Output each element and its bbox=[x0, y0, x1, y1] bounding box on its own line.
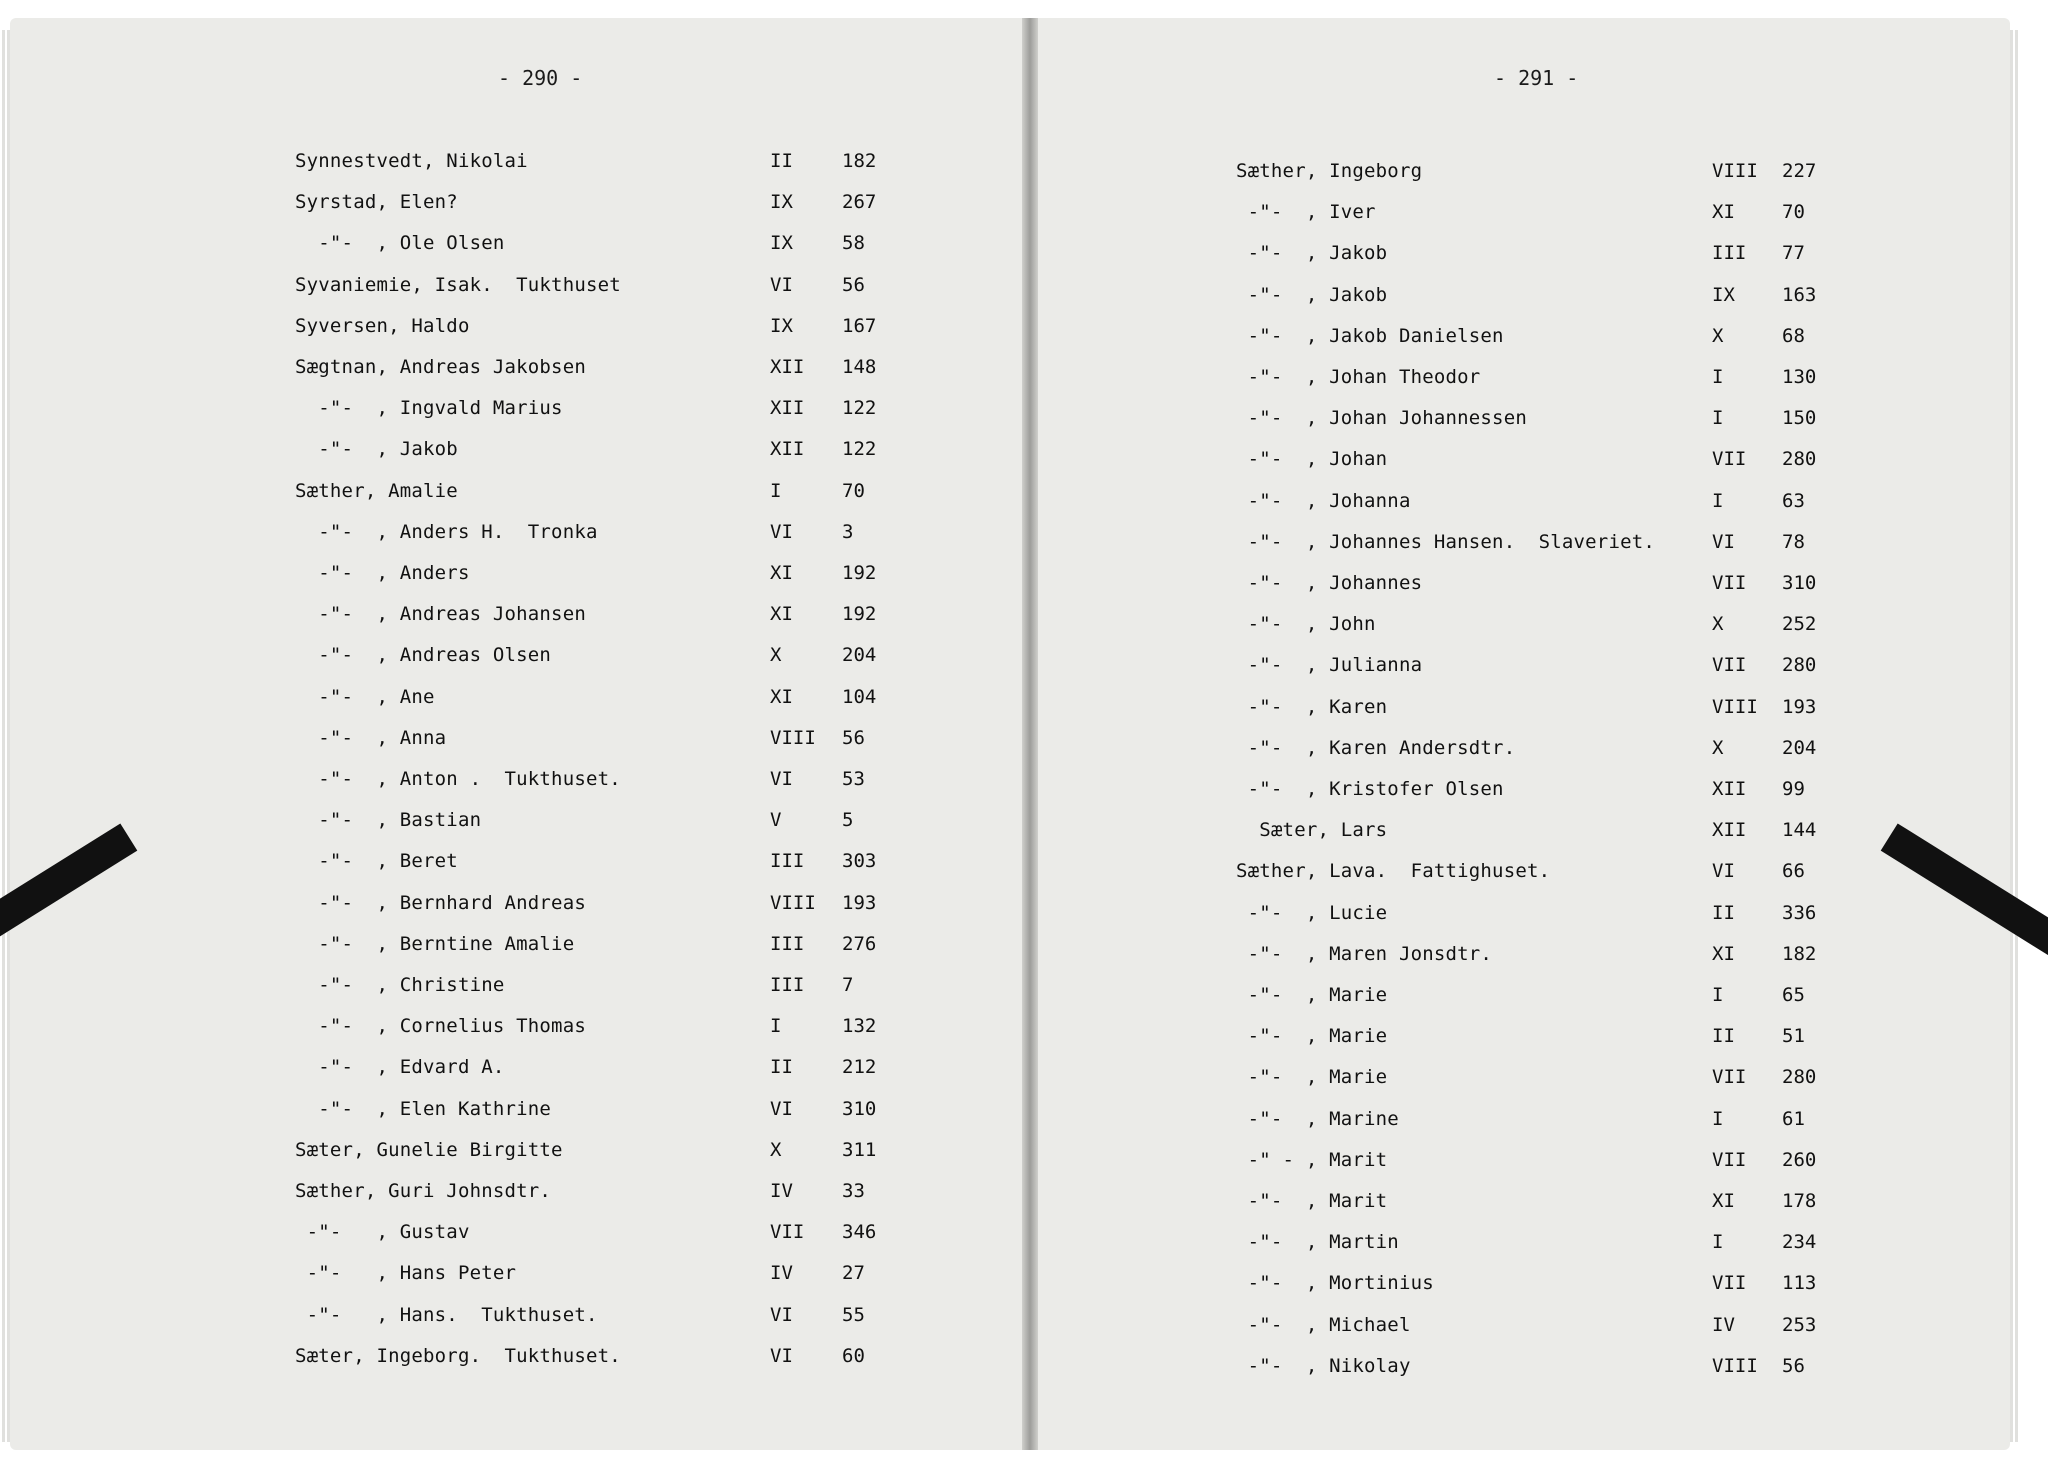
entry-page: 227 bbox=[1782, 160, 1817, 182]
entry-volume: II bbox=[1712, 1025, 1735, 1048]
entry-name: -"- , John bbox=[1236, 613, 1376, 636]
entry-name: Synnestvedt, Nikolai bbox=[295, 150, 528, 172]
entry-name: -"- , Ane bbox=[295, 685, 435, 708]
entry-page: 53 bbox=[842, 768, 865, 790]
entry-page: 311 bbox=[842, 1138, 877, 1161]
entry-name: -"- , Berntine Amalie bbox=[295, 932, 575, 955]
entry-page: 132 bbox=[842, 1015, 877, 1038]
entry-page: 276 bbox=[842, 932, 877, 955]
entry-name: -"- , Andreas Johansen bbox=[295, 603, 586, 626]
entry-page: 66 bbox=[1782, 860, 1805, 883]
entry-volume: XI bbox=[770, 562, 793, 584]
entry-page: 70 bbox=[1782, 201, 1805, 224]
entry-page: 130 bbox=[1782, 366, 1817, 388]
entry-name: -"- , Mortinius bbox=[1236, 1272, 1434, 1295]
entry-volume: I bbox=[1712, 984, 1724, 1006]
entry-page: 144 bbox=[1782, 819, 1817, 842]
entry-volume: VIII bbox=[770, 726, 816, 749]
entry-volume: VI bbox=[770, 768, 793, 790]
entry-name: -"- , Lucie bbox=[1236, 901, 1388, 924]
entry-volume: VI bbox=[770, 1097, 793, 1120]
entry-volume: IX bbox=[770, 232, 793, 255]
entry-name: -"- , Anton . Tukthuset. bbox=[295, 768, 621, 790]
entry-volume: VI bbox=[1712, 860, 1735, 883]
entry-volume: I bbox=[770, 1015, 782, 1038]
entry-name: -"- , Jakob bbox=[1236, 242, 1388, 265]
entry-name: -"- , Elen Kathrine bbox=[295, 1097, 552, 1120]
entry-page: 58 bbox=[842, 232, 865, 255]
entry-name: -" - , Marit bbox=[1236, 1148, 1388, 1171]
entry-name: Syversen, Haldo bbox=[295, 314, 470, 337]
entry-volume: XII bbox=[770, 397, 805, 420]
entry-volume: VII bbox=[1712, 654, 1747, 677]
entry-volume: I bbox=[1712, 407, 1724, 430]
entry-name: Sæther, Amalie bbox=[295, 479, 458, 502]
entry-page: 336 bbox=[1782, 901, 1817, 924]
entry-name: -"- , Ingvald Marius bbox=[295, 397, 563, 420]
entry-page: 122 bbox=[842, 397, 877, 420]
entry-page: 150 bbox=[1782, 407, 1817, 430]
entry-page: 267 bbox=[842, 191, 877, 214]
entry-name: -"- , Hans. Tukthuset. bbox=[295, 1303, 598, 1326]
entry-volume: VI bbox=[770, 520, 793, 543]
entry-page: 167 bbox=[842, 314, 877, 337]
entry-name: -"- , Cornelius Thomas bbox=[295, 1015, 586, 1038]
entry-volume: III bbox=[770, 974, 805, 996]
entry-name: -"- , Michael bbox=[1236, 1313, 1411, 1336]
entry-volume: I bbox=[1712, 1107, 1724, 1130]
entry-page: 234 bbox=[1782, 1231, 1817, 1254]
entry-page: 212 bbox=[842, 1056, 877, 1079]
entry-name: -"- , Johannes bbox=[1236, 572, 1423, 594]
entry-page: 193 bbox=[842, 891, 877, 914]
entry-name: -"- , Johan Theodor bbox=[1236, 366, 1481, 388]
entry-name: -"- , Bastian bbox=[295, 809, 482, 832]
entry-name: -"- , Iver bbox=[1236, 201, 1376, 224]
entry-volume: XI bbox=[1712, 1190, 1735, 1212]
entry-name: -"- , Marit bbox=[1236, 1190, 1388, 1212]
entry-name: -"- , Nikolay bbox=[1236, 1354, 1411, 1377]
entry-name: -"- , Johanna bbox=[1236, 489, 1411, 512]
entry-page: 70 bbox=[842, 479, 865, 502]
entry-page: 99 bbox=[1782, 778, 1805, 800]
entry-volume: VIII bbox=[1712, 160, 1758, 182]
entry-volume: VI bbox=[770, 1344, 793, 1367]
right-page-number: - 291 - bbox=[1494, 66, 1579, 90]
entry-volume: XII bbox=[770, 438, 805, 461]
entry-page: 3 bbox=[842, 520, 854, 543]
entry-volume: XI bbox=[770, 685, 793, 708]
entry-name: -"- , Ole Olsen bbox=[295, 232, 505, 255]
entry-name: -"- , Jakob bbox=[295, 438, 458, 461]
entry-page: 346 bbox=[842, 1221, 877, 1244]
entry-volume: VI bbox=[770, 1303, 793, 1326]
entry-name: -"- , Johannes Hansen. Slaveriet. bbox=[1236, 530, 1656, 553]
entry-name: Sæther, Ingeborg bbox=[1236, 160, 1423, 182]
entry-name: -"- , Marie bbox=[1236, 1066, 1388, 1089]
entry-name: -"- , Gustav bbox=[295, 1221, 470, 1244]
entry-name: -"- , Maren Jonsdtr. bbox=[1236, 942, 1493, 965]
entry-name: -"- , Anna bbox=[295, 726, 447, 749]
entry-page: 310 bbox=[1782, 572, 1817, 594]
entry-name: -"- , Julianna bbox=[1236, 654, 1423, 677]
entry-page: 55 bbox=[842, 1303, 865, 1326]
entry-page: 280 bbox=[1782, 654, 1817, 677]
entry-volume: IX bbox=[770, 314, 793, 337]
entry-volume: XI bbox=[1712, 942, 1735, 965]
entry-name: -"- , Bernhard Andreas bbox=[295, 891, 586, 914]
right-page bbox=[1030, 18, 2010, 1450]
entry-name: Sæter, Gunelie Birgitte bbox=[295, 1138, 563, 1161]
entry-page: 5 bbox=[842, 809, 854, 832]
entry-page: 51 bbox=[1782, 1025, 1805, 1048]
entry-volume: VII bbox=[1712, 1272, 1747, 1295]
entry-name: -"- , Anders bbox=[295, 562, 470, 584]
entry-page: 260 bbox=[1782, 1148, 1817, 1171]
entry-volume: VII bbox=[770, 1221, 805, 1244]
entry-volume: X bbox=[770, 1138, 782, 1161]
entry-name: -"- , Edvard A. bbox=[295, 1056, 505, 1079]
entry-volume: XI bbox=[1712, 201, 1735, 224]
entry-page: 252 bbox=[1782, 613, 1817, 636]
entry-name: -"- , Johan bbox=[1236, 448, 1388, 471]
entry-volume: I bbox=[1712, 489, 1724, 512]
entry-volume: I bbox=[1712, 1231, 1724, 1254]
entry-page: 192 bbox=[842, 562, 877, 584]
entry-name: -"- , Martin bbox=[1236, 1231, 1399, 1254]
entry-volume: X bbox=[770, 644, 782, 667]
entry-page: 63 bbox=[1782, 489, 1805, 512]
entry-page: 178 bbox=[1782, 1190, 1817, 1212]
entry-page: 192 bbox=[842, 603, 877, 626]
entry-page: 7 bbox=[842, 974, 854, 996]
entry-volume: VII bbox=[1712, 1148, 1747, 1171]
entry-page: 56 bbox=[842, 273, 865, 296]
entry-name: Sægtnan, Andreas Jakobsen bbox=[295, 356, 586, 378]
entry-page: 280 bbox=[1782, 1066, 1817, 1089]
entry-name: Sæter, Lars bbox=[1236, 819, 1388, 842]
entry-volume: III bbox=[1712, 242, 1747, 265]
entry-name: Sæther, Lava. Fattighuset. bbox=[1236, 860, 1551, 883]
entry-page: 310 bbox=[842, 1097, 877, 1120]
entry-page: 204 bbox=[1782, 736, 1817, 759]
entry-name: -"- , Jakob Danielsen bbox=[1236, 324, 1504, 347]
entry-volume: IV bbox=[770, 1180, 793, 1202]
entry-page: 27 bbox=[842, 1262, 865, 1285]
entry-name: -"- , Anders H. Tronka bbox=[295, 520, 598, 543]
entry-volume: VI bbox=[770, 273, 793, 296]
entry-volume: III bbox=[770, 850, 805, 873]
entry-page: 56 bbox=[1782, 1354, 1805, 1377]
entry-volume: VIII bbox=[1712, 1354, 1758, 1377]
entry-page: 68 bbox=[1782, 324, 1805, 347]
entry-name: -"- , Kristofer Olsen bbox=[1236, 778, 1504, 800]
entry-name: -"- , Hans Peter bbox=[295, 1262, 517, 1285]
book-gutter bbox=[1022, 18, 1038, 1450]
entry-page: 104 bbox=[842, 685, 877, 708]
entry-volume: IX bbox=[1712, 283, 1735, 306]
entry-page: 193 bbox=[1782, 695, 1817, 718]
entry-volume: II bbox=[770, 1056, 793, 1079]
entry-page: 182 bbox=[842, 150, 877, 172]
entry-name: Sæther, Guri Johnsdtr. bbox=[295, 1180, 552, 1202]
entry-name: Syvaniemie, Isak. Tukthuset bbox=[295, 273, 621, 296]
entry-page: 253 bbox=[1782, 1313, 1817, 1336]
entry-volume: VIII bbox=[1712, 695, 1758, 718]
entry-name: -"- , Karen bbox=[1236, 695, 1388, 718]
left-page-number: - 290 - bbox=[498, 66, 583, 90]
entry-volume: V bbox=[770, 809, 782, 832]
entry-volume: VI bbox=[1712, 530, 1735, 553]
entry-volume: X bbox=[1712, 736, 1724, 759]
entry-page: 60 bbox=[842, 1344, 865, 1367]
entry-page: 182 bbox=[1782, 942, 1817, 965]
entry-page: 61 bbox=[1782, 1107, 1805, 1130]
entry-name: -"- , Johan Johannessen bbox=[1236, 407, 1527, 430]
entry-page: 77 bbox=[1782, 242, 1805, 265]
entry-name: Syrstad, Elen? bbox=[295, 191, 458, 214]
entry-volume: VII bbox=[1712, 1066, 1747, 1089]
entry-page: 280 bbox=[1782, 448, 1817, 471]
entry-page: 163 bbox=[1782, 283, 1817, 306]
entry-page: 303 bbox=[842, 850, 877, 873]
entry-volume: II bbox=[1712, 901, 1735, 924]
entry-volume: X bbox=[1712, 324, 1724, 347]
entry-volume: VII bbox=[1712, 448, 1747, 471]
entry-volume: IX bbox=[770, 191, 793, 214]
entry-volume: IV bbox=[770, 1262, 793, 1285]
entry-volume: VIII bbox=[770, 891, 816, 914]
entry-page: 122 bbox=[842, 438, 877, 461]
entry-volume: III bbox=[770, 932, 805, 955]
entry-name: -"- , Marie bbox=[1236, 1025, 1388, 1048]
entry-volume: II bbox=[770, 150, 793, 172]
entry-page: 204 bbox=[842, 644, 877, 667]
entry-page: 65 bbox=[1782, 984, 1805, 1006]
entry-name: -"- , Beret bbox=[295, 850, 458, 873]
entry-page: 113 bbox=[1782, 1272, 1817, 1295]
entry-page: 33 bbox=[842, 1180, 865, 1202]
entry-volume: IV bbox=[1712, 1313, 1735, 1336]
entry-page: 148 bbox=[842, 356, 877, 378]
entry-volume: XII bbox=[770, 356, 805, 378]
entry-name: -"- , Christine bbox=[295, 974, 505, 996]
entry-volume: I bbox=[1712, 366, 1724, 388]
entry-volume: VII bbox=[1712, 572, 1747, 594]
entry-page: 56 bbox=[842, 726, 865, 749]
entry-volume: I bbox=[770, 479, 782, 502]
entry-name: -"- , Marie bbox=[1236, 984, 1388, 1006]
entry-volume: X bbox=[1712, 613, 1724, 636]
entry-volume: XII bbox=[1712, 819, 1747, 842]
entry-volume: XI bbox=[770, 603, 793, 626]
entry-name: -"- , Jakob bbox=[1236, 283, 1388, 306]
entry-name: Sæter, Ingeborg. Tukthuset. bbox=[295, 1344, 621, 1367]
entry-name: -"- , Karen Andersdtr. bbox=[1236, 736, 1516, 759]
entry-page: 78 bbox=[1782, 530, 1805, 553]
entry-name: -"- , Andreas Olsen bbox=[295, 644, 552, 667]
entry-volume: XII bbox=[1712, 778, 1747, 800]
entry-name: -"- , Marine bbox=[1236, 1107, 1399, 1130]
